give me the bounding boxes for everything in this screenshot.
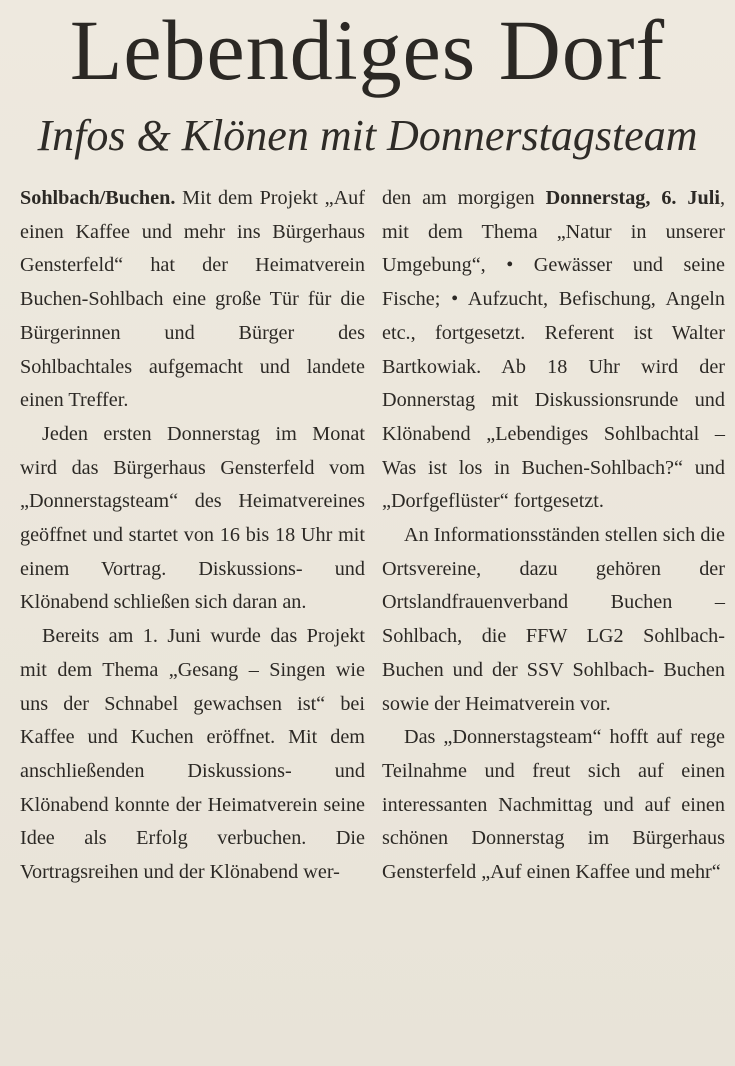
right-column: [382, 182, 725, 890]
left-paragraph-1: [20, 182, 365, 418]
event-date: Donnerstag, 6. Juli: [545, 187, 720, 209]
left-column: [20, 182, 365, 890]
left-paragraph-1-text: Mit dem Projekt „Auf einen Kaffee und mehr ins Bürgerhaus Gensterfeld“ hat der Heimatverein Buchen-Sohlbach eine große Tür für die Bürgerinnen und Bürger des Sohlbachtales aufgemacht und landete einen Treffer.: [20, 187, 365, 412]
right-paragraph-2: An Informationsständen stellen sich die Ortsvereine, dazu gehören der Ortslandfrauenverband Buchen – Sohlbach, die FFW LG2 Sohlbach-Buchen und der SSV Sohlbach- Buchen sowie der Heimatverein vor.: [382, 524, 725, 715]
right-paragraph-1-rest: , mit dem Thema „Natur in unserer Umgebung“, • Gewässer und seine Fische; • Aufzucht, Befischung, Angeln etc., fortgesetzt. Referent ist Walter Bartkowiak. Ab 18 Uhr wird der Donnerstag mit Diskussionsrunde und Klönabend „Lebendiges Sohlbachtal – Was ist los in Buchen-Sohlbach?“ und „Dorfgeflüster“ fortgesetzt.: [382, 187, 725, 513]
right-paragraph-1-start: den am morgigen: [382, 187, 546, 209]
left-paragraph-3: Bereits am 1. Juni wurde das Projekt mit dem Thema „Gesang – Singen wie uns der Schnabel gewachsen ist“ bei Kaffee und Kuchen eröffnet. Mit dem anschließenden Diskussions- und Klönabend konnte der Heimatverein seine Idee als Erfolg verbuchen. Die Vortragsreihen und der Klönabend wer-: [20, 625, 365, 884]
right-paragraph-3: Das „Donnerstagsteam“ hofft auf rege Teilnahme und freut sich auf einen interessanten Nachmittag und auf einen schönen Donnerstag im Bürgerhaus Gensterfeld „Auf einen Kaffee und mehr“: [382, 726, 725, 884]
left-paragraph-2: Jeden ersten Donnerstag im Monat wird das Bürgerhaus Gensterfeld vom „Donnerstagsteam“ des Heimatvereines geöffnet und startet von 16 bis 18 Uhr mit einem Vortrag. Diskussions- und Klönabend schließen sich daran an.: [20, 422, 365, 614]
column-divider: [372, 186, 373, 1046]
article-subheadline: Infos & Klönen mit Donnerstagsteam: [37, 111, 698, 160]
right-paragraph-1: [382, 182, 725, 519]
article-headline: Lebendiges Dorf: [69, 2, 666, 98]
dateline: Sohlbach/Buchen.: [20, 187, 176, 209]
